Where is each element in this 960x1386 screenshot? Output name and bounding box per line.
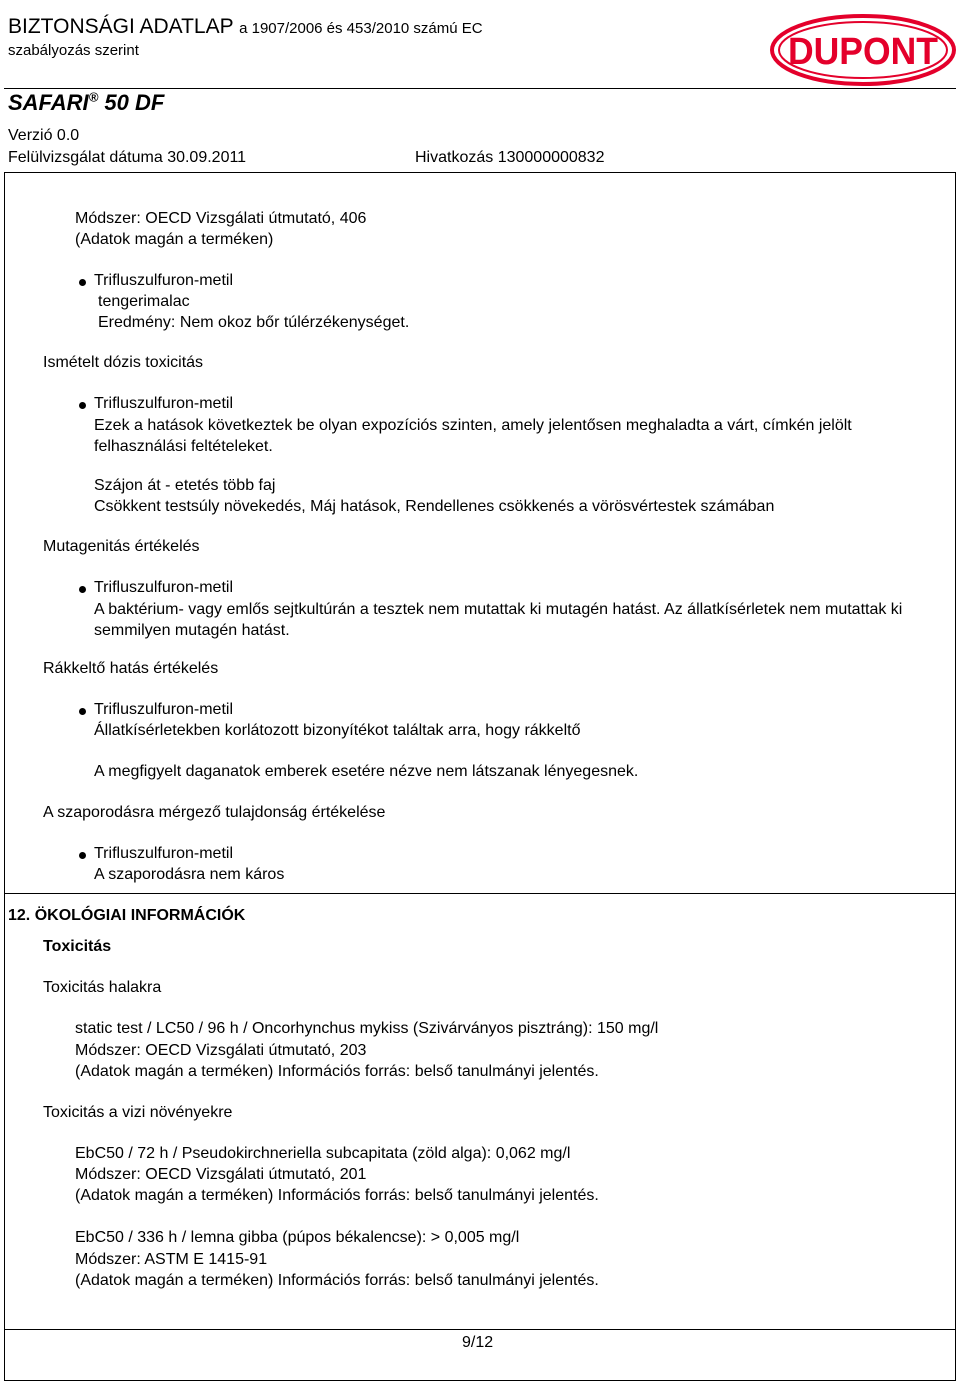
mutagenicity-heading: Mutagenitás értékelés (43, 538, 200, 555)
fish-method: Módszer: OECD Vizsgálati útmutató, 203 (75, 1042, 367, 1059)
version: Verzió 0.0 (8, 127, 80, 144)
mutagenicity-text: A baktérium- vagy emlős sejtkultúrán a tesztek nem mutattak ki mutagén hatást. Az állatkísérletek nem mutattak ki semmilyen mutagén hatást. (94, 601, 903, 639)
section-divider (4, 893, 956, 894)
algae-result: EbC50 / 72 h / Pseudokirchneriella subcapitata (zöld alga): 0,062 mg/l (75, 1145, 571, 1162)
frame-right (955, 172, 956, 1380)
reproduction-substance: Trifluszulfuron-metil (94, 845, 233, 862)
carcinogenicity-heading: Rákkeltő hatás értékelés (43, 660, 219, 677)
carcinogenicity-text-2: A megfigyelt daganatok emberek esetére nézve nem látszanak lényegesnek. (94, 763, 639, 780)
lemna-result: EbC50 / 336 h / lemna gibba (púpos békalencse): > 0,005 mg/l (75, 1229, 520, 1246)
fish-toxicity-heading: Toxicitás halakra (43, 979, 162, 996)
reproduction-heading: A szaporodásra mérgező tulajdonság értékelése (43, 804, 386, 821)
frame-left (4, 172, 5, 1380)
document-title: BIZTONSÁGI ADATLAP a 1907/2006 és 453/2010 számú EC (8, 15, 483, 38)
bullet-icon (79, 279, 86, 286)
sensitization-species: tengerimalac (98, 293, 190, 310)
dupont-logo-icon (770, 14, 956, 86)
carcinogenicity-text-1: Állatkísérletekben korlátozott bizonyítékot találtak arra, hogy rákkeltő (94, 722, 581, 739)
reference-number: Hivatkozás 130000000832 (415, 149, 605, 166)
header-divider-bottom (4, 172, 956, 173)
bullet-icon (79, 708, 86, 715)
sensitization-substance: Trifluszulfuron-metil (94, 272, 233, 289)
fish-result: static test / LC50 / 96 h / Oncorhynchus mykiss (Szivárványos pisztráng): 150 mg/l (75, 1020, 659, 1037)
algae-source: (Adatok magán a terméken) Információs forrás: belső tanulmányi jelentés. (75, 1187, 599, 1204)
reproduction-text: A szaporodásra nem káros (94, 866, 285, 883)
repeated-dose-substance: Trifluszulfuron-metil (94, 395, 233, 412)
product-name: SAFARI® 50 DF (8, 89, 165, 115)
sensitization-result: Eredmény: Nem okoz bőr túlérzékenységet. (98, 314, 410, 331)
section-12-title: 12. ÖKOLÓGIAI INFORMÁCIÓK (8, 907, 246, 924)
repeated-dose-heading: Ismételt dózis toxicitás (43, 354, 204, 371)
repeated-dose-route: Szájon át - etetés több faj (94, 477, 276, 494)
frame-bottom (4, 1380, 956, 1381)
revision-date: Felülvizsgálat dátuma 30.09.2011 (8, 149, 247, 166)
carcinogenicity-substance: Trifluszulfuron-metil (94, 701, 233, 718)
footer-divider (4, 1329, 956, 1330)
data-on-product: (Adatok magán a terméken) (75, 231, 274, 248)
regulation-line-1: a 1907/2006 és 453/2010 számú EC (239, 20, 483, 37)
mutagenicity-substance: Trifluszulfuron-metil (94, 579, 233, 596)
bullet-icon (79, 402, 86, 409)
page-number: 9/12 (462, 1334, 494, 1351)
regulation-line-2: szabályozás szerint (8, 42, 139, 59)
toxicity-heading: Toxicitás (43, 938, 112, 955)
repeated-dose-text: Ezek a hatások következtek be olyan expozíciós szinten, amely jelentősen meghaladta a várt, címkén jelölt felhasználási feltételeket. (94, 417, 852, 455)
lemna-source: (Adatok magán a terméken) Információs forrás: belső tanulmányi jelentés. (75, 1272, 599, 1289)
plants-toxicity-heading: Toxicitás a vizi növényekre (43, 1104, 233, 1121)
dupont-logo (770, 14, 956, 86)
algae-method: Módszer: OECD Vizsgálati útmutató, 201 (75, 1166, 367, 1183)
lemna-method: Módszer: ASTM E 1415-91 (75, 1251, 268, 1268)
header-divider-top (4, 88, 956, 89)
repeated-dose-effects: Csökkent testsúly növekedés, Máj hatások, Rendellenes csökkenés a vörösvértestek számában (94, 498, 775, 515)
svg-text:DUPONT: DUPONT (788, 31, 938, 73)
bullet-icon (79, 852, 86, 859)
bullet-icon (79, 586, 86, 593)
method-406: Módszer: OECD Vizsgálati útmutató, 406 (75, 210, 367, 227)
fish-source: (Adatok magán a terméken) Információs forrás: belső tanulmányi jelentés. (75, 1063, 599, 1080)
